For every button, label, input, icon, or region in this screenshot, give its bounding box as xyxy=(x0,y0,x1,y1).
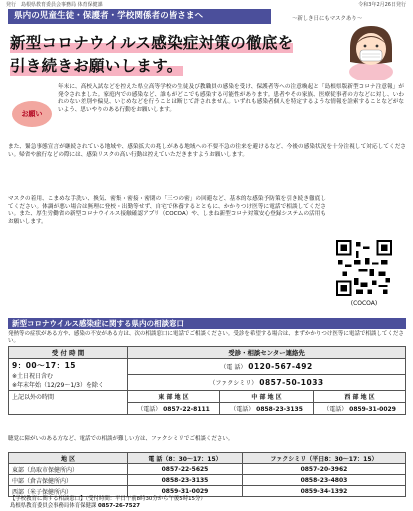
east-label: 東 部 地 区 xyxy=(128,391,219,402)
central-label: 中 部 地 区 xyxy=(219,391,313,402)
area-tel[interactable]: 0858-23-3135 xyxy=(128,475,243,486)
consultation-table xyxy=(8,346,406,415)
footer xyxy=(10,496,406,510)
table-row xyxy=(9,486,406,497)
header-area: 地 区 xyxy=(9,453,128,464)
footer-tel[interactable]: 0857-26-7527 xyxy=(97,502,140,509)
health-center-table xyxy=(8,452,406,497)
header-center: 受診・相談センター連絡先 xyxy=(128,347,406,359)
after-hours-label: 上記以外の時間 xyxy=(9,391,128,415)
area-fax: 0857-20-3962 xyxy=(242,464,405,475)
header-hours: 受 付 時 間 xyxy=(9,347,128,359)
table-row xyxy=(9,475,406,486)
headline-1: 新型コロナウイルス感染症対策の徹底を xyxy=(10,31,293,53)
side-note: ～新しき日にもマスクあり～ xyxy=(292,16,363,22)
hours-note-1: ※土日祝日含む xyxy=(12,373,54,380)
travel-paragraph: また、緊急事態宣言が継続されている地域や、感染拡大の兆しがある地域への不要不急の往来を避けるなど、今後の感染状況を十分注視して対応してください。帰省や旅行などの際には、感染リスクの高い行動は控えていただきますようお願いします。 xyxy=(8,144,406,158)
area-tel[interactable]: 0857-22-5625 xyxy=(128,464,243,475)
area-tel[interactable]: 0859-31-0029 xyxy=(128,486,243,497)
center-tel[interactable]: 0120-567-492 xyxy=(248,362,313,371)
footer-line-1: 【学校教育に関する相談窓口】（受付時間：平日午前8時30分から午後5時15分） xyxy=(10,496,206,502)
east-tel[interactable]: 0857-22-8111 xyxy=(163,406,210,413)
west-label: 西 部 地 区 xyxy=(344,394,375,401)
issuer-text: 発行 島根県教育委員会事務局 体育保健課 xyxy=(6,2,103,8)
audience-banner: 県内の児童生徒・保護者・学校関係者の皆さまへ xyxy=(8,9,271,24)
request-bubble: お願い xyxy=(12,101,52,127)
hours-note-2: ※年末年始（12/29～1/3）を除く xyxy=(12,382,104,389)
area-name: 東部（鳥取市保健所内） xyxy=(9,464,128,475)
headline-2: 引き続きお願いします。 xyxy=(10,54,183,76)
prevention-paragraph: マスクの着用、こまめな手洗い、換気、密集・密接・密閉の「三つの密」の回避など、基本的な感染予防策を引き続き徹底してください。体調が悪い場合は無理に登校・出勤等せず、自宅で休養するとともに、かかりつけ医等に電話で相談してください。また、厚生労働省の新型コロナウイルス接触確認アプリ（COCOA）や、しまね新型コロナ対策安心登録システムの活用もお願いします。 xyxy=(8,196,326,225)
west-tel-label: （電話） xyxy=(323,406,348,413)
header-fax: ファクシミリ（平日8：30～17：15） xyxy=(242,453,405,464)
issue-date: 令和3年2月26日発行 xyxy=(358,2,406,8)
east-tel-label: （電話） xyxy=(137,406,162,413)
footer-dept: 島根県教育委員会事務局体育保健課 xyxy=(10,502,97,509)
issue-line xyxy=(6,1,406,8)
header-tel: 電 話（8：30～17：15） xyxy=(128,453,243,464)
fax-note: 聴覚に障がいのある方など、電話での相談が難しい方は、ファクシミリでご相談ください。 xyxy=(8,436,234,442)
masked-person-illustration xyxy=(340,22,402,80)
area-fax: 0858-23-4803 xyxy=(242,475,405,486)
central-tel[interactable]: 0858-23-3135 xyxy=(256,406,303,413)
request-paragraph: 年末に、高校入試などを控えた県立高等学校の生徒及び教職員の感染を受け、保護者等への注意喚起と「島根県版新型コロナ注意報」が発令されました。家庭内での感染など、誰もがどこでも感染する可能性があります。患者やその家族、医療従事者の方などに対し、いわれのない差別や偏見、いじめなどを行うことは断じて許されません。いずれも感染者個人を特定するような情報を詮索することなどがないよう、思いやりのある行動をお願いします。 xyxy=(58,84,404,113)
center-fax: 0857-50-1033 xyxy=(259,378,324,387)
qr-caption: (COCOA) xyxy=(350,300,378,307)
table-row xyxy=(9,464,406,475)
hours-value: 9：00～17：15 xyxy=(12,361,77,370)
fax-label: （ファクシミリ） xyxy=(209,380,258,387)
area-fax: 0859-34-1392 xyxy=(242,486,405,497)
cocoa-qr-code xyxy=(336,240,392,296)
central-tel-label: （電話） xyxy=(230,406,255,413)
tel-label: （電 話） xyxy=(220,364,247,371)
section-intro: 発熱等の症状がある方や、感染の不安がある方は、次の相談窓口に電話でご相談ください。受診を希望する場合は、まずかかりつけ医等に電話で相談してください。 xyxy=(8,331,404,345)
area-name: 西部（米子保健所内） xyxy=(9,486,128,497)
section-title: 新型コロナウイルス感染症に関する県内の相談窓口 xyxy=(8,318,406,329)
area-name: 中部（倉吉保健所内） xyxy=(9,475,128,486)
west-tel[interactable]: 0859-31-0029 xyxy=(349,406,396,413)
